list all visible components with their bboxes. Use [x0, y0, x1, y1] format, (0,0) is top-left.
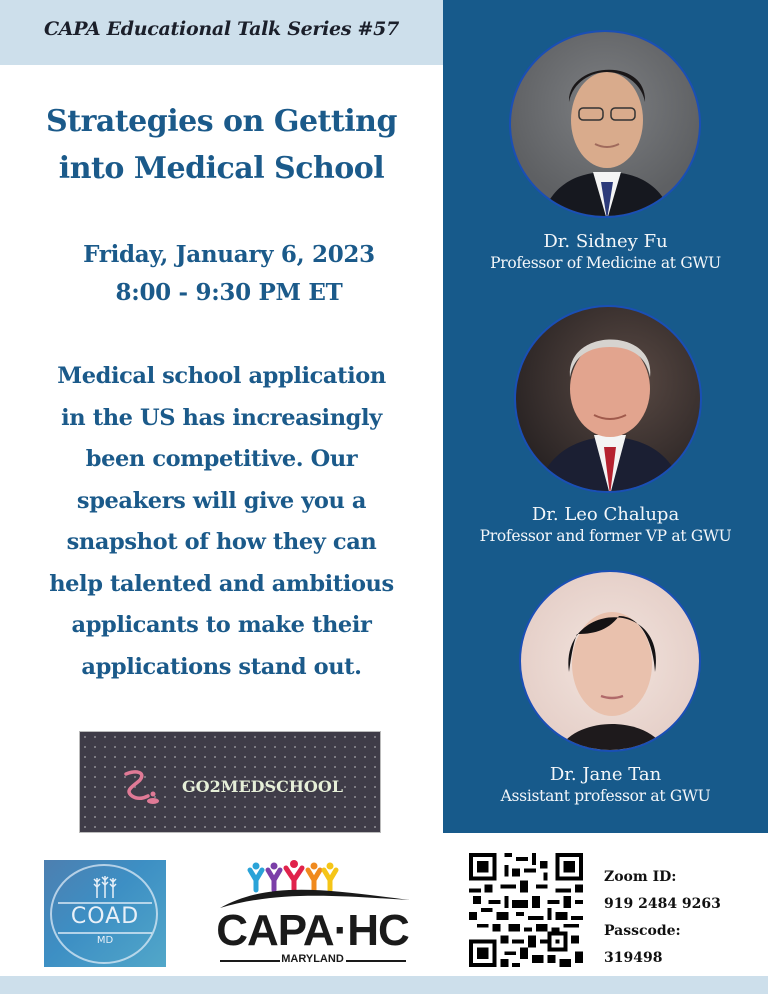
capa-main-text: CAPA·HC: [216, 906, 409, 955]
divider: [346, 960, 406, 962]
series-title: CAPA Educational Talk Series #57: [43, 18, 400, 40]
footer-band: [0, 976, 768, 994]
event-datetime: [0, 236, 458, 312]
description-line: been competitive. Our: [85, 446, 358, 472]
passcode-label: Passcode:: [604, 923, 681, 939]
event-time: 8:00 - 9:30 PM ET: [115, 279, 343, 306]
wheat-icon: [90, 874, 120, 898]
speaker-title: Assistant professor at GWU: [500, 787, 711, 805]
coad-sub-text: MD: [96, 935, 114, 946]
speaker-photo-jane-tan: [519, 570, 701, 752]
people-figures-icon: [210, 860, 415, 910]
speaker-title: Professor and former VP at GWU: [479, 527, 732, 545]
zoom-id-value[interactable]: 919 2484 9263: [604, 896, 721, 912]
portrait-silhouette-icon: [516, 307, 702, 493]
go2medschool-logo: [79, 731, 381, 833]
zoom-info: [604, 864, 721, 972]
event-title-line-2: into Medical School: [58, 151, 385, 186]
qr-code-icon[interactable]: [467, 853, 585, 967]
capa-hc-logo: [210, 860, 415, 970]
speaker-photo-leo-chalupa: [514, 305, 702, 493]
speaker-name: Dr. Jane Tan: [549, 764, 662, 785]
coad-md-logo: [44, 860, 166, 967]
capa-sub-text: MARYLAND: [281, 953, 344, 965]
event-description: [0, 356, 443, 688]
event-title: [0, 98, 443, 192]
description-line: speakers will give you a: [76, 487, 367, 514]
description-line: applicants to make their: [71, 612, 372, 638]
description-line: help talented and ambitious: [49, 570, 394, 597]
passcode-value[interactable]: 319498: [604, 950, 663, 966]
description-line: snapshot of how they can: [66, 529, 377, 555]
coad-main-text: COAD: [70, 904, 140, 929]
speaker-name: Dr. Leo Chalupa: [531, 504, 680, 525]
event-title-line-1: Strategies on Getting: [46, 104, 397, 139]
speaker-name: Dr. Sidney Fu: [543, 231, 668, 252]
description-line: Medical school application: [57, 363, 386, 389]
description-line: in the US has increasingly: [61, 404, 382, 431]
description-line: applications stand out.: [81, 653, 362, 680]
stethoscope-mark-icon: [122, 770, 162, 804]
event-date: Friday, January 6, 2023: [83, 241, 375, 268]
portrait-silhouette-icon: [521, 572, 701, 752]
speaker-title: Professor of Medicine at GWU: [490, 254, 721, 272]
speaker-photo-sidney-fu: [509, 30, 701, 218]
sponsor-name: GO2MEDSCHOOL: [182, 777, 344, 796]
zoom-id-label: Zoom ID:: [604, 869, 677, 885]
portrait-silhouette-icon: [511, 32, 701, 218]
